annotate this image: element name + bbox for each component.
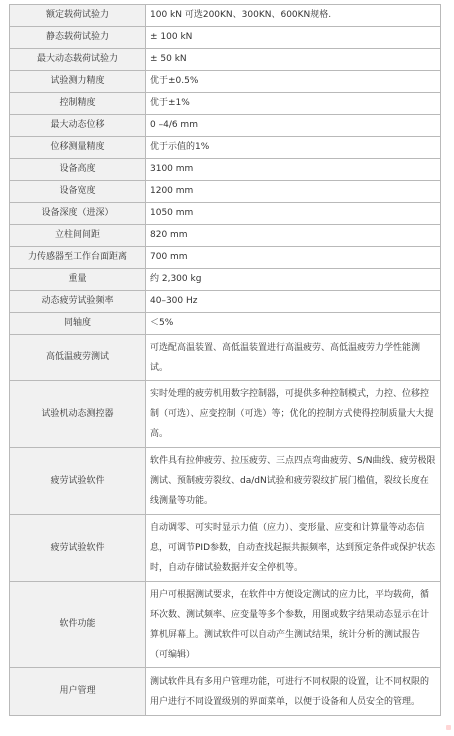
spec-row [10, 159, 441, 181]
spec-row [10, 448, 441, 515]
spec-value: 820 mm [146, 225, 441, 247]
spec-label: 试验测力精度 [10, 71, 146, 93]
spec-value: 40–300 Hz [146, 291, 441, 313]
spec-label: 控制精度 [10, 93, 146, 115]
spec-value: 软件具有拉伸疲劳、拉压疲劳、三点四点弯曲疲劳、S/N曲线、疲劳极限测试、预制疲劳裂纹、da/dN试验和疲劳裂纹扩展门槛值，裂纹长度在线测量等功能。 [146, 448, 441, 515]
spec-label: 设备深度（进深） [10, 203, 146, 225]
spec-row [10, 203, 441, 225]
spec-row [10, 335, 441, 381]
spec-value: 1200 mm [146, 181, 441, 203]
spec-row [10, 27, 441, 49]
spec-value: 1050 mm [146, 203, 441, 225]
spec-label: 动态疲劳试验频率 [10, 291, 146, 313]
spec-row [10, 269, 441, 291]
spec-value: 优于±1% [146, 93, 441, 115]
spec-label: 设备宽度 [10, 181, 146, 203]
spec-value: 实时处理的疲劳机用数字控制器，可提供多种控制模式，力控、位移控制（可选）、应变控制（可选）等；优化的控制方式使得控制质量大大提高。 [146, 381, 441, 448]
spec-label: 软件功能 [10, 582, 146, 668]
spec-value: 优于±0.5% [146, 71, 441, 93]
spec-row [10, 137, 441, 159]
spec-row [10, 71, 441, 93]
spec-row [10, 381, 441, 448]
spec-value: 700 mm [146, 247, 441, 269]
spec-label: 最大动态位移 [10, 115, 146, 137]
spec-label: 设备高度 [10, 159, 146, 181]
corner-mark-icon [446, 725, 451, 730]
spec-label: 最大动态载荷试验力 [10, 49, 146, 71]
spec-row [10, 181, 441, 203]
spec-label: 同轴度 [10, 313, 146, 335]
spec-label: 试验机动态测控器 [10, 381, 146, 448]
specification-table [9, 4, 441, 716]
spec-label: 高低温疲劳测试 [10, 335, 146, 381]
specification-table-body [10, 5, 441, 716]
spec-label: 立柱间间距 [10, 225, 146, 247]
spec-value: ± 50 kN [146, 49, 441, 71]
spec-label: 用户管理 [10, 668, 146, 716]
spec-row [10, 291, 441, 313]
spec-row [10, 5, 441, 27]
spec-value: ± 100 kN [146, 27, 441, 49]
spec-row [10, 582, 441, 668]
spec-value: 100 kN 可选200KN、300KN、600KN规格. [146, 5, 441, 27]
spec-value: 用户可根据测试要求，在软件中方便设定测试的应力比，平均载荷，循环次数、测试频率、应变量等多个参数，用图或数字结果动态显示在计算机屏幕上。测试软件可以自动产生测试结果，统计分析的测试报告（可编辑） [146, 582, 441, 668]
spec-label: 重量 [10, 269, 146, 291]
spec-value: ＜5% [146, 313, 441, 335]
spec-label: 疲劳试验软件 [10, 515, 146, 582]
spec-row [10, 115, 441, 137]
spec-label: 静态载荷试验力 [10, 27, 146, 49]
spec-value: 测试软件具有多用户管理功能，可进行不同权限的设置，让不同权限的用户进行不同设置级别的界面菜单，以便于设备和人员安全的管理。 [146, 668, 441, 716]
spec-value: 3100 mm [146, 159, 441, 181]
spec-row [10, 668, 441, 716]
spec-label: 疲劳试验软件 [10, 448, 146, 515]
spec-value: 自动调零、可实时显示力值（应力）、变形量、应变和计算量等动态信息，可调节PID参数，自动查找起振共振频率，达到预定条件或保护状态时，自动存储试验数据并安全停机等。 [146, 515, 441, 582]
spec-row [10, 515, 441, 582]
spec-row [10, 49, 441, 71]
spec-value: 优于示值的1% [146, 137, 441, 159]
spec-value: 0 –4/6 mm [146, 115, 441, 137]
spec-value: 约 2,300 kg [146, 269, 441, 291]
spec-row [10, 313, 441, 335]
spec-row [10, 247, 441, 269]
spec-row [10, 93, 441, 115]
spec-value: 可选配高温装置、高低温装置进行高温疲劳、高低温疲劳力学性能测试。 [146, 335, 441, 381]
spec-label: 额定载荷试验力 [10, 5, 146, 27]
spec-label: 力传感器至工作台面距离 [10, 247, 146, 269]
spec-label: 位移测量精度 [10, 137, 146, 159]
spec-row [10, 225, 441, 247]
